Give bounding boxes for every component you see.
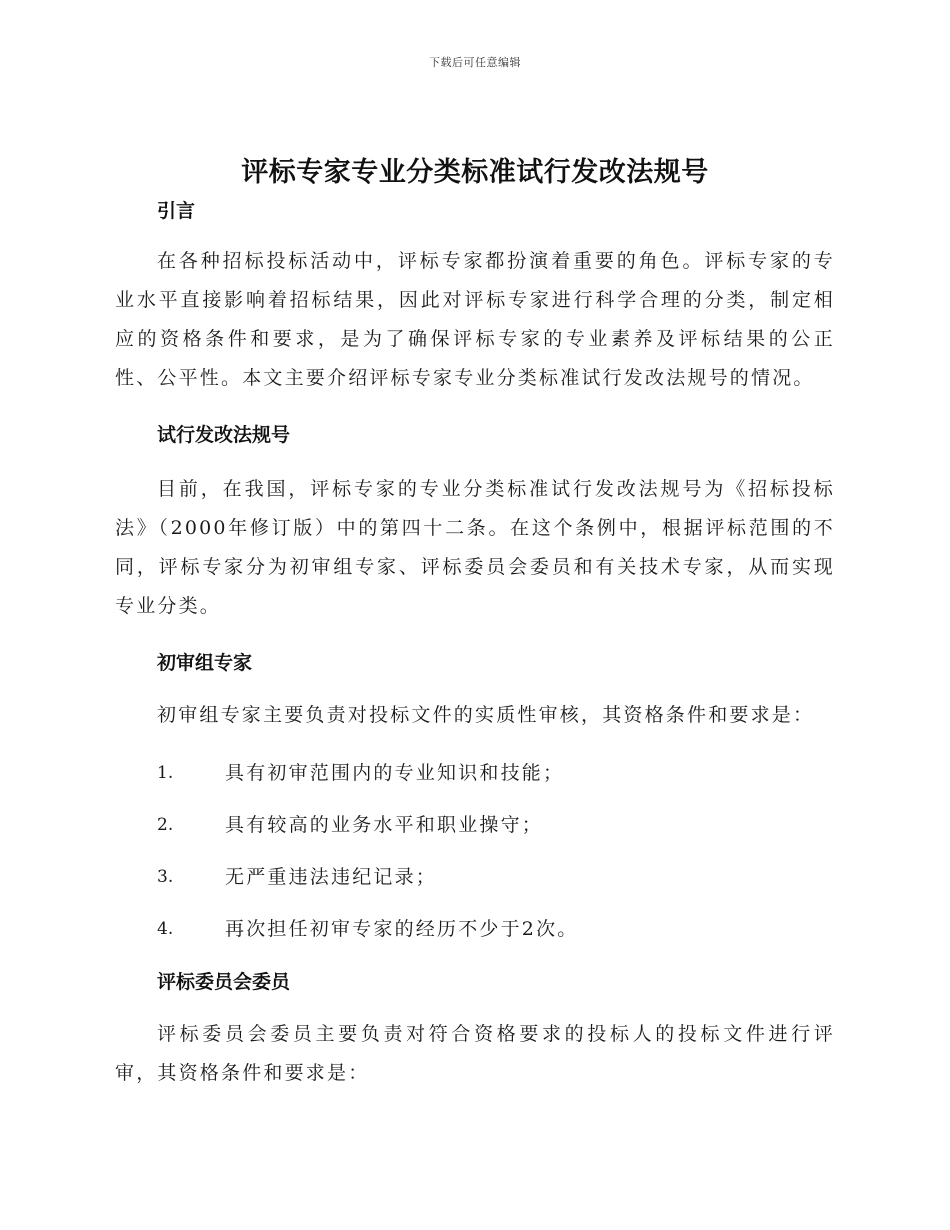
list-item-number: 2.: [157, 815, 174, 835]
document-title: 评标专家专业分类标准试行发改法规号: [241, 157, 709, 188]
list-item-text: 再次担任初审专家的经历不少于2次。: [225, 918, 579, 940]
section-heading-intro: 引言: [157, 200, 196, 222]
preliminary-paragraph: 初审组专家主要负责对投标文件的实质性审核，其资格条件和要求是：: [157, 704, 815, 726]
committee-paragraph: 评标委员会委员主要负责对符合资格要求的投标人的投标文件进行评审，其资格条件和要求是：: [115, 1023, 835, 1084]
list-item-number: 3.: [157, 867, 174, 887]
list-item-text: 具有初审范围内的专业知识和技能；: [225, 762, 565, 784]
document-body: [115, 194, 835, 1093]
section-heading-regulation: 试行发改法规号: [157, 424, 291, 446]
list-item: [115, 851, 835, 903]
list-item: [115, 903, 835, 955]
list-item: [115, 799, 835, 851]
section-heading-committee: 评标委员会委员: [157, 971, 291, 993]
regulation-paragraph: 目前，在我国，评标专家的专业分类标准试行发改法规号为《招标投标法》（2000年修订版）中的第四十二条。在这个条例中，根据评标范围的不同，评标专家分为初审组专家、评标委员会委员和有关技术专家，从而实现专业分类。: [115, 478, 835, 617]
preliminary-list: [115, 747, 835, 955]
list-item-number: 1.: [157, 763, 174, 783]
list-item-number: 4.: [157, 919, 174, 939]
intro-paragraph: 在各种招标投标活动中，评标专家都扮演着重要的角色。评标专家的专业水平直接影响着招标结果，因此对评标专家进行科学合理的分类，制定相应的资格条件和要求，是为了确保评标专家的专业素养及评标结果的公正性、公平性。本文主要介绍评标专家专业分类标准试行发改法规号的情况。: [115, 250, 835, 389]
list-item-text: 具有较高的业务水平和职业操守；: [225, 814, 544, 836]
list-item-text: 无严重违法违纪记录；: [225, 866, 438, 888]
section-heading-preliminary: 初审组专家: [157, 652, 253, 674]
header-note: 下载后可任意编辑: [429, 56, 521, 69]
list-item: [115, 747, 835, 799]
